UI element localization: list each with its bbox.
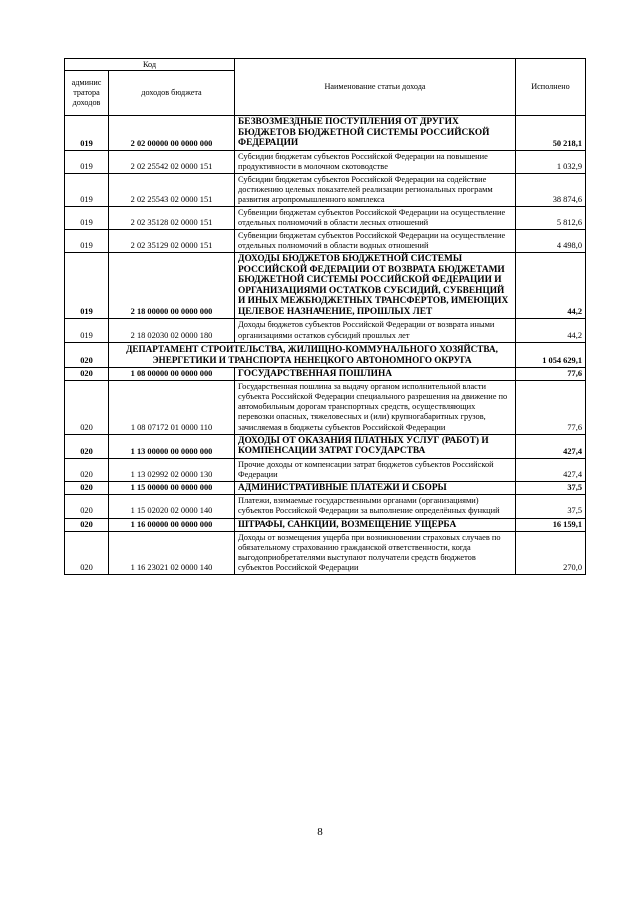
admin-code-cell: 020: [65, 481, 109, 495]
executed-value-cell: 270,0: [516, 532, 586, 575]
code-column-header: доходов бюджета: [109, 71, 235, 116]
admin-code-cell: 020: [65, 458, 109, 481]
revenue-code-cell: 1 08 07172 01 0000 110: [109, 381, 235, 434]
table-row: [65, 173, 586, 206]
table-row: [65, 116, 586, 151]
executed-value-cell: 37,5: [516, 495, 586, 518]
page-number: 8: [317, 826, 323, 838]
revenue-name-cell: ГОСУДАРСТВЕННАЯ ПОШЛИНА: [235, 367, 516, 381]
table-row: [65, 381, 586, 434]
table-row: [65, 367, 586, 381]
admin-code-cell: 020: [65, 434, 109, 458]
table-row: [65, 342, 586, 367]
revenue-code-cell: 1 16 00000 00 0000 000: [109, 518, 235, 532]
executed-value-cell: 427,4: [516, 434, 586, 458]
executed-value-cell: 44,2: [516, 319, 586, 342]
table-row: [65, 434, 586, 458]
revenue-code-cell: 2 02 35128 02 0000 151: [109, 206, 235, 229]
code-group-header: Код: [65, 59, 235, 71]
revenue-code-cell: 2 18 02030 02 0000 180: [109, 319, 235, 342]
admin-code-cell: 019: [65, 319, 109, 342]
admin-code-cell: 020: [65, 342, 109, 367]
table-row: [65, 481, 586, 495]
table-row: [65, 230, 586, 253]
revenue-name-cell: Субвенции бюджетам субъектов Российской Федерации на осуществление отдельных полномочий в области лесных отношений: [235, 206, 516, 229]
admin-code-cell: 019: [65, 150, 109, 173]
revenue-name-cell: Государственная пошлина за выдачу органом исполнительной власти субъекта Российской Федерации специального разрешения на движение по автомобильным дорогам транспортных средств, осуществляющих перевозки опасных, тяжеловесных и (или) крупногабаритных грузов, зачисляемая в бюджеты субъектов Российской Федерации: [235, 381, 516, 434]
revenue-name-cell: ШТРАФЫ, САНКЦИИ, ВОЗМЕЩЕНИЕ УЩЕРБА: [235, 518, 516, 532]
revenue-code-cell: 2 02 25542 02 0000 151: [109, 150, 235, 173]
executed-value-cell: 4 498,0: [516, 230, 586, 253]
revenue-name-cell: БЕЗВОЗМЕЗДНЫЕ ПОСТУПЛЕНИЯ ОТ ДРУГИХ БЮДЖЕТОВ БЮДЖЕТНОЙ СИСТЕМЫ РОССИЙСКОЙ ФЕДЕРАЦИИ: [235, 116, 516, 151]
revenue-code-cell: 2 18 00000 00 0000 000: [109, 253, 235, 319]
table-row: [65, 206, 586, 229]
revenue-code-cell: 1 08 00000 00 0000 000: [109, 367, 235, 381]
admin-code-cell: 020: [65, 381, 109, 434]
table-row: [65, 253, 586, 319]
admin-code-cell: 020: [65, 367, 109, 381]
executed-value-cell: 1 054 629,1: [516, 342, 586, 367]
table-row: [65, 319, 586, 342]
executed-value-cell: 427,4: [516, 458, 586, 481]
admin-code-cell: 019: [65, 173, 109, 206]
admin-code-cell: 019: [65, 230, 109, 253]
executed-value-cell: 77,6: [516, 381, 586, 434]
revenue-name-cell: Субсидии бюджетам субъектов Российской Федерации на содействие достижению целевых показателей реализации региональных программ развития агропромышленного комплекса: [235, 173, 516, 206]
revenue-name-cell: Доходы от возмещения ущерба при возникновении страховых случаев по обязательному страхованию гражданской ответственности, когда выгодоприобретателями выступают получатели средств бюджетов субъектов Российской Федерации: [235, 532, 516, 575]
table-row: [65, 495, 586, 518]
executed-value-cell: 44,2: [516, 253, 586, 319]
table-row: [65, 532, 586, 575]
admin-code-cell: 019: [65, 253, 109, 319]
admin-code-cell: 019: [65, 116, 109, 151]
executed-value-cell: 38 874,6: [516, 173, 586, 206]
admin-code-cell: 020: [65, 532, 109, 575]
executed-value-cell: 50 218,1: [516, 116, 586, 151]
revenue-name-cell: ДОХОДЫ БЮДЖЕТОВ БЮДЖЕТНОЙ СИСТЕМЫ РОССИЙСКОЙ ФЕДЕРАЦИИ ОТ ВОЗВРАТА БЮДЖЕТАМИ БЮДЖЕТНОЙ СИСТЕМЫ РОССИЙСКОЙ ФЕДЕРАЦИИ И ОРГАНИЗАЦИЯМИ ОСТАТКОВ СУБСИДИЙ, СУБВЕНЦИЙ И ИНЫХ МЕЖБЮДЖЕТНЫХ ТРАНСФЕРТОВ, ИМЕЮЩИХ ЦЕЛЕВОЕ НАЗНАЧЕНИЕ, ПРОШЛЫХ ЛЕТ: [235, 253, 516, 319]
revenue-code-cell: 2 02 00000 00 0000 000: [109, 116, 235, 151]
revenue-code-cell: 1 15 02020 02 0000 140: [109, 495, 235, 518]
value-column-header: Исполнено: [516, 59, 586, 116]
executed-value-cell: 37,5: [516, 481, 586, 495]
admin-code-cell: 019: [65, 206, 109, 229]
revenue-name-cell: ДОХОДЫ ОТ ОКАЗАНИЯ ПЛАТНЫХ УСЛУГ (РАБОТ) И КОМПЕНСАЦИИ ЗАТРАТ ГОСУДАРСТВА: [235, 434, 516, 458]
name-column-header: Наименование статьи дохода: [235, 59, 516, 116]
table-row: [65, 150, 586, 173]
header-row-top: [65, 59, 586, 71]
table-row: [65, 518, 586, 532]
revenue-name-cell: Платежи, взимаемые государственными органами (организациями) субъектов Российской Федерации за выполнение определённых функций: [235, 495, 516, 518]
revenue-name-cell: Доходы бюджетов субъектов Российской Федерации от возврата иными организациями остатков субсидий прошлых лет: [235, 319, 516, 342]
revenue-code-cell: 2 02 35129 02 0000 151: [109, 230, 235, 253]
revenue-name-cell: АДМИНИСТРАТИВНЫЕ ПЛАТЕЖИ И СБОРЫ: [235, 481, 516, 495]
admin-code-cell: 020: [65, 495, 109, 518]
table-row: [65, 458, 586, 481]
admin-code-cell: 020: [65, 518, 109, 532]
admin-column-header: админис тратора доходов: [65, 71, 109, 116]
revenue-code-cell: 1 16 23021 02 0000 140: [109, 532, 235, 575]
revenue-code-cell: 1 15 00000 00 0000 000: [109, 481, 235, 495]
revenue-table: [64, 58, 586, 575]
department-title-cell: ДЕПАРТАМЕНТ СТРОИТЕЛЬСТВА, ЖИЛИЩНО-КОММУНАЛЬНОГО ХОЗЯЙСТВА, ЭНЕРГЕТИКИ И ТРАНСПОРТА НЕНЕЦКОГО АВТОНОМНОГО ОКРУГА: [109, 342, 516, 367]
revenue-code-cell: 2 02 25543 02 0000 151: [109, 173, 235, 206]
revenue-name-cell: Субсидии бюджетам субъектов Российской Федерации на повышение продуктивности в молочном скотоводстве: [235, 150, 516, 173]
executed-value-cell: 1 032,9: [516, 150, 586, 173]
executed-value-cell: 16 159,1: [516, 518, 586, 532]
revenue-code-cell: 1 13 00000 00 0000 000: [109, 434, 235, 458]
revenue-name-cell: Субвенции бюджетам субъектов Российской Федерации на осуществление отдельных полномочий в области водных отношений: [235, 230, 516, 253]
executed-value-cell: 5 812,6: [516, 206, 586, 229]
revenue-code-cell: 1 13 02992 02 0000 130: [109, 458, 235, 481]
revenue-name-cell: Прочие доходы от компенсации затрат бюджетов субъектов Российской Федерации: [235, 458, 516, 481]
executed-value-cell: 77,6: [516, 367, 586, 381]
